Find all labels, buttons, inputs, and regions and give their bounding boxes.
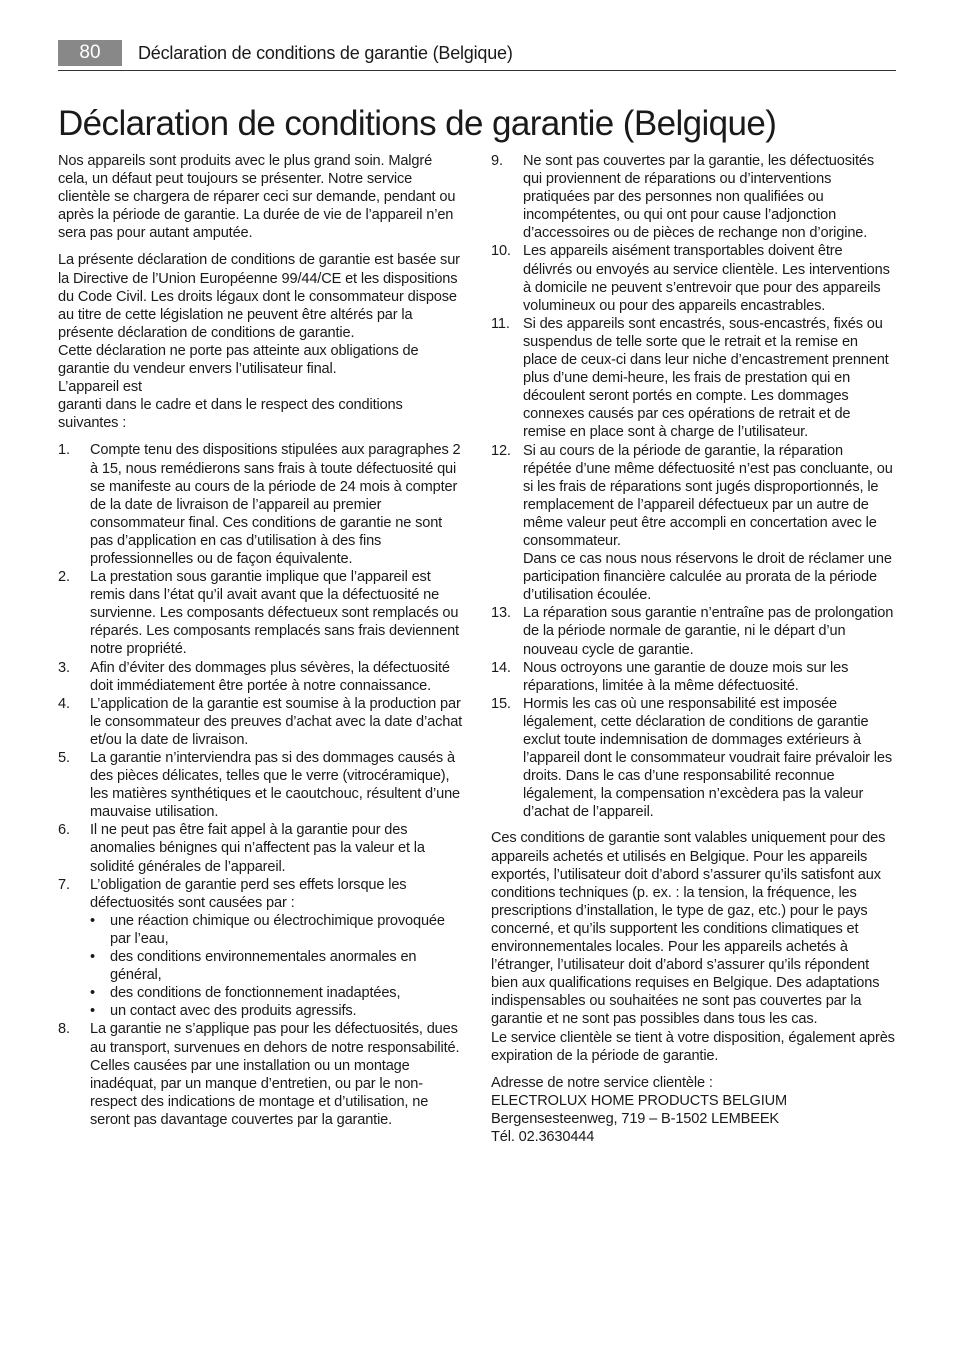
conditions-list-right xyxy=(491,152,895,821)
condition-item xyxy=(491,604,895,658)
condition-item xyxy=(58,821,466,875)
condition-item xyxy=(58,876,466,1021)
condition-item xyxy=(58,695,466,749)
bullet-icon: • xyxy=(90,949,95,966)
item-text: Compte tenu des dispositions stipulées aux paragraphes 2 à 15, nous remédierons sans frais à toute défectuosité qui se manifeste au cours de la période de 24 mois à compter de la date de livraison de l’appareil au premier consommateur final. Ces conditions de garantie ne sont pas d’application en cas d’utilisation à des fins professionnelles ou de façon équivalente. xyxy=(90,442,461,567)
item-text: Si des appareils sont encastrés, sous-encastrés, fixés ou suspendus de telle sorte que le retrait et la remise en place de ceux-ci dans leur niche d’encastrement prennent plus d’une demi-heure, les frais de prestation qui en découlent seront portés en compte. Les dommages connexes causés par ces opérations de retrait et de remise en place sont à charge de l’utilisateur. xyxy=(523,315,889,441)
condition-item xyxy=(491,152,895,242)
bullet-item xyxy=(90,948,466,984)
item-text: Afin d’éviter des dommages plus sévères, la défectuosité doit immédiatement être portée à notre connaissance. xyxy=(90,659,450,694)
bullet-icon: • xyxy=(90,1003,95,1020)
bullet-item xyxy=(90,984,466,1002)
item-text: Il ne peut pas être fait appel à la garantie pour des anomalies bénignes qui n’affectent pas la valeur et la solidité générales de l’appareil. xyxy=(90,822,425,875)
condition-item xyxy=(491,242,895,314)
condition-item xyxy=(491,695,895,822)
item-number: 13. xyxy=(491,605,511,622)
item-text: La réparation sous garantie n’entraîne pas de prolongation de la période normale de garantie, ni le départ d’un nouveau cycle de garantie. xyxy=(523,605,894,658)
item-text: La garantie ne s’applique pas pour les défectuosités, dues au transport, survenues en dehors de notre responsabilité. Celles causées par une installation ou un montage inadéquat, par un manque d’entretien, ou par le non-respect des indications de montage et d’utilisation, ne seront pas davantage couvertes par la garantie. xyxy=(90,1021,460,1128)
running-title: Déclaration de conditions de garantie (Belgique) xyxy=(138,43,513,63)
intro-paragraph-1: Nos appareils sont produits avec le plus grand soin. Malgré cela, un défaut peut toujours se présenter. Notre service clientèle se chargera de réparer ceci sur demande, pendant ou après la période de garantie. La durée de vie de l’appareil n’en sera pas pour autant amputée. xyxy=(58,153,456,242)
item-number: 4. xyxy=(58,695,70,712)
item-text: L’obligation de garantie perd ses effets lorsque les défectuosités sont causées par : xyxy=(90,876,407,911)
item-text: Les appareils aisément transportables doivent être délivrés ou envoyés au service clientèle. Les interventions à domicile ne peuvent s’entrevoir que pour des appareils volumineux ou pour des appareils encastrables. xyxy=(523,243,890,314)
bullet-icon: • xyxy=(90,985,95,1002)
bullet-item xyxy=(90,1002,466,1020)
item-number: 12. xyxy=(491,442,511,459)
item-number: 11. xyxy=(491,315,510,332)
item-number: 15. xyxy=(491,695,511,712)
item-text: Si au cours de la période de garantie, la réparation répétée d’une même défectuosité n’est pas concluante, ou si les frais de réparations sont jugés disproportionnés, le remplacement de l’appareil défectueux par un autre de même valeur peut être accompli en concertation avec le consommateur. Dans ce cas nous nous réservons le droit de réclamer une participation financière calculée au prorata de la période d’utilisation écoulée. xyxy=(523,442,893,604)
service-address: Adresse de notre service clientèle : ELECTROLUX HOME PRODUCTS BELGIUM Bergensesteenweg, 719 – B-1502 LEMBEEK Tél. 02.3630444 xyxy=(491,1074,788,1145)
item-number: 1. xyxy=(58,442,70,459)
bullet-text: des conditions environnementales anormales en général, xyxy=(110,949,417,984)
bullet-item xyxy=(90,912,466,948)
item-text: Hormis les cas où une responsabilité est imposée légalement, cette déclaration de conditions de garantie exclut toute indemnisation de dommages extérieurs à l’appareil dont le consommateur voudrait faire prévaloir les droits. Dans le cas d’une responsabilité reconnue légalement, la compensation n’excèdera pas la valeur d’achat de l’appareil. xyxy=(523,695,893,821)
conditions-list-left xyxy=(58,441,466,1129)
item-text: Ne sont pas couvertes par la garantie, les défectuosités qui proviennent de réparations ou d’interventions pratiquées par des personnes non qualifiées ou incompétentes, ou qui ont pour cause l’adjonction d’accessoires ou de pièces de rechange non d’origine. xyxy=(523,153,874,242)
cause-bullet-list xyxy=(90,912,466,1021)
condition-item xyxy=(58,1020,466,1129)
item-text: La garantie n’interviendra pas si des dommages causés à des pièces délicates, telles que le verre (vitrocéramique), les matières synthétiques et le caoutchouc, résultent d’une mauvaise utilisation. xyxy=(90,750,460,821)
condition-item xyxy=(58,568,466,658)
closing-paragraph: Ces conditions de garantie sont valables uniquement pour des appareils achetés et utilisés en Belgique. Pour les appareils exportés, l’utilisateur doit d’abord s’assurer qu’ils satisfont aux conditions techniques (p. ex. : la tension, la fréquence, les prescriptions d’installation, le type de gaz, etc.) pour le pays concerné, et qu’ils supportent les conditions climatiques et environnementales locales. Pour les appareils achetés à l’étranger, l’utilisateur doit d’abord s’assurer qu’ils répondent bien aux qualifications requises en Belgique. Des adaptations indispensables ou souhaitées ne sont pas couvertes par la garantie et ne sont pas possibles dans tous les cas. Le service clientèle se tient à votre disposition, également après expiration de la période de garantie. xyxy=(491,830,895,1064)
document-title: Déclaration de conditions de garantie (Belgique) xyxy=(58,104,777,143)
item-number: 5. xyxy=(58,750,70,766)
item-number: 3. xyxy=(58,659,70,676)
intro-paragraph-2: La présente déclaration de conditions de garantie est basée sur la Directive de l’Union Européenne 99/44/CE et les dispositions du Code Civil. Les droits légaux dont le consommateur dispose au titre de cette législation ne peuvent être altérés par la présente déclaration de conditions de garantie. Cette déclaration ne porte pas atteinte aux obligations de garantie du vendeur envers l’utilisateur final. L’appareil est garanti dans le cadre et dans le respect des conditions suivantes : xyxy=(58,252,460,432)
item-number: 14. xyxy=(491,659,511,676)
item-number: 10. xyxy=(491,243,511,260)
condition-item xyxy=(58,659,466,695)
bullet-text: une réaction chimique ou électrochimique provoquée par l’eau, xyxy=(110,912,445,947)
item-text: L’application de la garantie est soumise à la production par le consommateur des preuves d’achat avec la date d’achat et/ou la date de livraison. xyxy=(90,695,463,748)
bullet-text: des conditions de fonctionnement inadaptées, xyxy=(110,985,401,1002)
item-number: 6. xyxy=(58,822,70,839)
condition-item xyxy=(491,659,895,695)
bullet-icon: • xyxy=(90,912,95,929)
right-column xyxy=(491,152,895,1155)
item-number: 9. xyxy=(491,153,503,169)
item-text: La prestation sous garantie implique que l’appareil est remis dans l’état qu’il avait avant que la défectuosité ne survienne. Les composants défectueux sont remplacés ou réparés. Les composants remplacés sans frais deviennent notre propriété. xyxy=(90,569,459,658)
item-text: Nous octroyons une garantie de douze mois sur les réparations, limitée à la même défectuosité. xyxy=(523,659,849,694)
item-number: 7. xyxy=(58,876,70,893)
condition-item xyxy=(491,442,895,605)
left-column xyxy=(58,152,466,1137)
item-number: 2. xyxy=(58,569,70,586)
page-number: 80 xyxy=(58,40,122,66)
page-header xyxy=(58,40,896,71)
item-number: 8. xyxy=(58,1021,70,1038)
condition-item xyxy=(58,441,466,568)
condition-item xyxy=(491,315,895,442)
condition-item xyxy=(58,749,466,821)
bullet-text: un contact avec des produits agressifs. xyxy=(110,1003,357,1020)
